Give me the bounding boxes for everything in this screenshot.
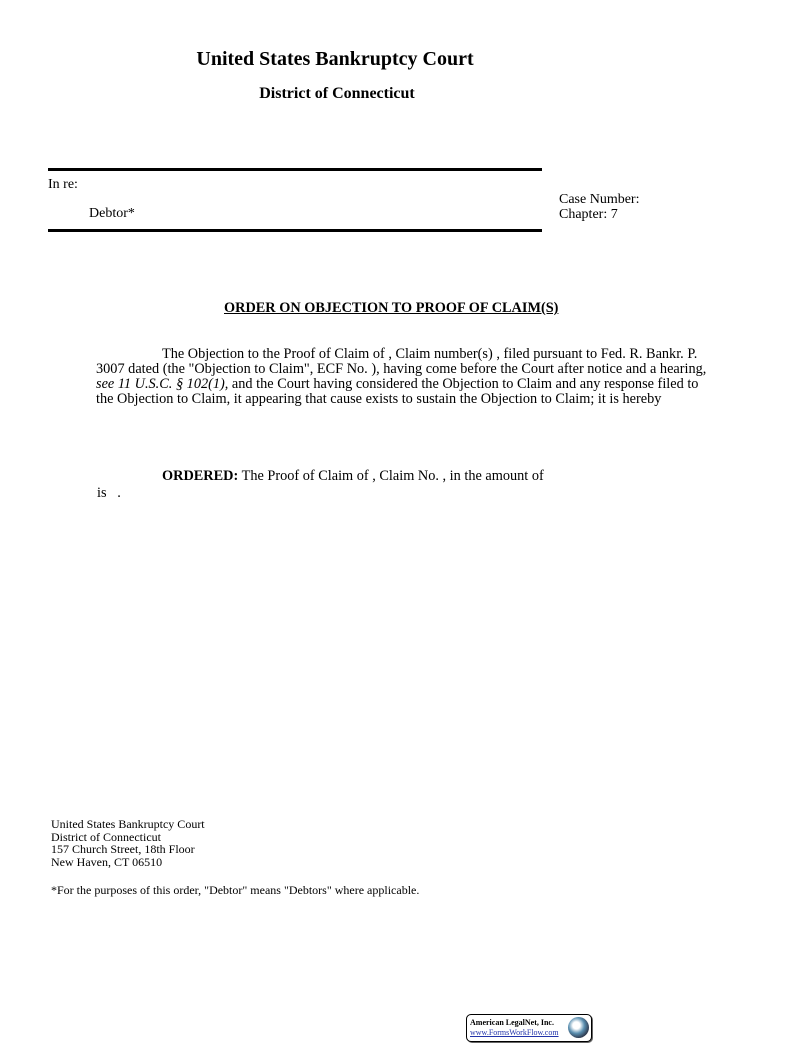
ordered-text: The Proof of Claim of , Claim No. , in the amount of [238,468,544,484]
address-line: United States Bankruptcy Court [51,817,205,831]
address-line: 157 Church Street, 18th Floor [51,842,195,856]
ordered-paragraph [162,468,544,485]
debtor-label: Debtor* [89,206,135,221]
globe-logo-icon [568,1017,589,1038]
court-address [51,818,205,868]
statute-citation: see 11 U.S.C. § 102(1), [96,376,229,392]
district-name: District of Connecticut [259,85,415,102]
caption-bottom-rule [48,229,542,232]
recital-paragraph [96,347,708,407]
court-name: United States Bankruptcy Court [196,48,474,70]
recital-text-continued: and the Court having considered the Objection to Claim and any response filed to the Objection to Claim, it appearing that cause exists to sustain the Objection to Claim; it is hereby [96,376,699,407]
ordered-line-2: is . [97,485,121,501]
caption-top-rule [48,168,542,171]
american-legalnet-badge[interactable] [466,1014,592,1042]
in-re-label: In re: [48,177,78,192]
ordered-label: ORDERED: [162,468,239,484]
badge-company: American LegalNet, Inc. [470,1018,554,1027]
recital-text: The Objection to the Proof of Claim of , Claim number(s) , filed pursuant to Fed. R. Bankr. P. 3007 dated (the "Objection to Claim", ECF No. ), having come before the Court after notice and a hearing, [96,346,707,377]
address-line: New Haven, CT 06510 [51,854,163,869]
address-line: District of Connecticut [51,829,161,844]
case-number-label: Case Number: [559,192,640,207]
order-title: ORDER ON OBJECTION TO PROOF OF CLAIM(S) [224,300,559,316]
footnote: *For the purposes of this order, "Debtor" means "Debtors" where applicable. [51,883,420,897]
badge-url-link[interactable]: www.FormsWorkFlow.com [470,1028,559,1037]
chapter-label: Chapter: 7 [559,207,618,222]
